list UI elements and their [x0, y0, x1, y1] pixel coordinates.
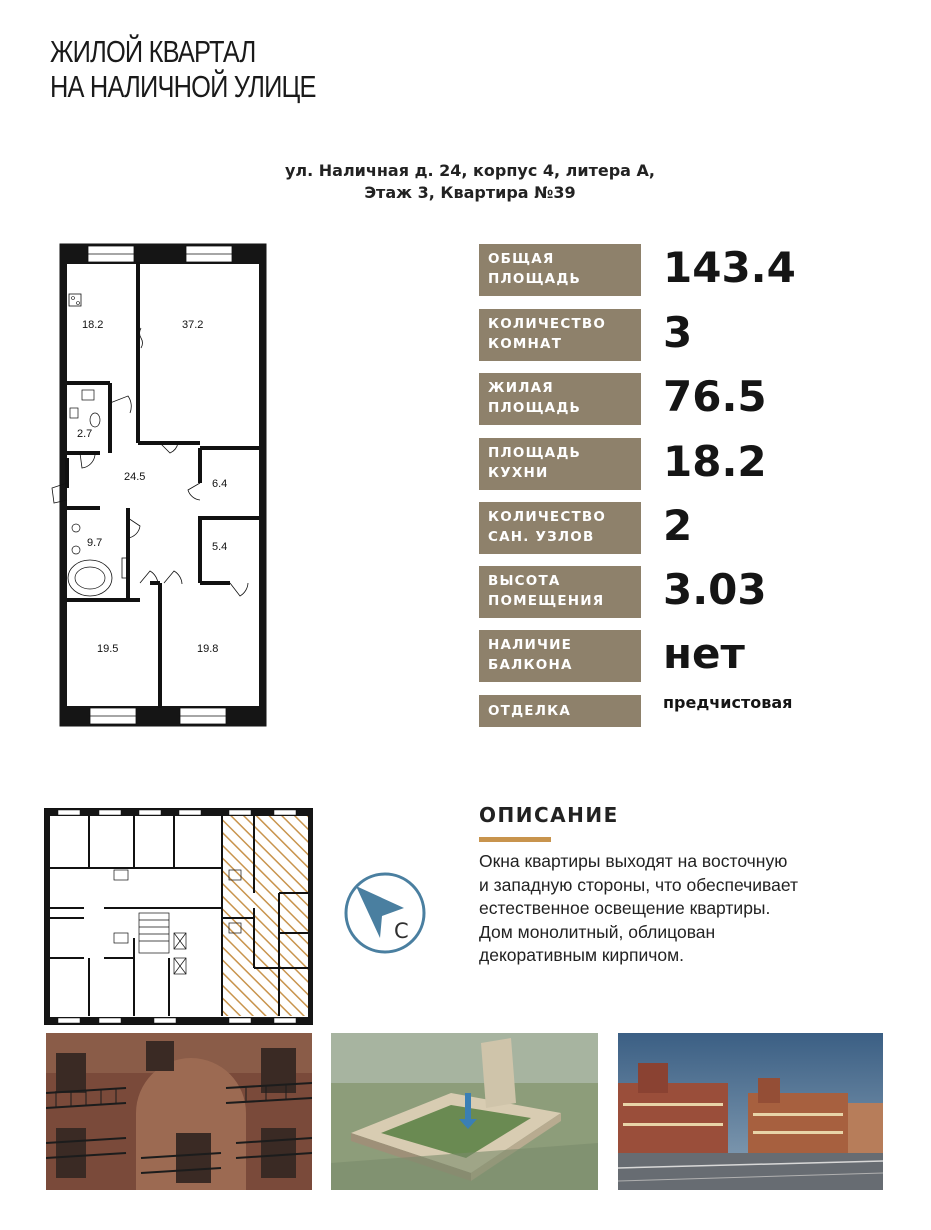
photo-facade-balconies [46, 1033, 312, 1190]
room-area-label: 9.7 [87, 537, 103, 549]
photo-aerial-complex [331, 1033, 598, 1190]
room-area-label: 19.5 [97, 643, 119, 655]
address-line-1: ул. Наличная д. 24, корпус 4, литера А, [284, 161, 656, 180]
room-area-label: 18.2 [82, 319, 104, 331]
apartment-plan [40, 238, 280, 732]
title-line-1: ЖИЛОЙ КВАРТАЛ [50, 34, 256, 69]
address-line-2: Этаж 3, Квартира №39 [364, 183, 576, 202]
stat-label: НАЛИЧИЕ БАЛКОНА [479, 630, 641, 682]
page-title [50, 34, 316, 104]
stat-value: нет [663, 629, 745, 678]
stat-label: ОТДЕЛКА [479, 695, 641, 727]
room-area-label: 24.5 [124, 471, 146, 483]
room-area-label: 19.8 [197, 643, 219, 655]
apartment-plan-drawing [40, 238, 280, 728]
stat-value: 2 [663, 501, 693, 550]
stat-label: ВЫСОТА ПОМЕЩЕНИЯ [479, 566, 641, 618]
floor-plan-drawing [44, 808, 314, 1026]
stat-label: ПЛОЩАДЬ КУХНИ [479, 438, 641, 490]
stat-value: 3 [663, 308, 693, 357]
stat-label: ЖИЛАЯ ПЛОЩАДЬ [479, 373, 641, 425]
address [200, 160, 740, 204]
stat-value: предчистовая [663, 693, 793, 712]
description-heading: ОПИСАНИЕ [479, 803, 619, 827]
stat-value: 3.03 [663, 565, 767, 614]
north-arrow-icon [342, 870, 428, 956]
floor-plan [44, 808, 314, 1030]
stat-label: КОЛИЧЕСТВО КОМНАТ [479, 309, 641, 361]
description-line: декоративным кирпичом. [479, 945, 684, 965]
stat-value: 143.4 [663, 243, 796, 292]
description-accent-bar [479, 837, 551, 842]
photo-street-view [618, 1033, 883, 1190]
compass [342, 870, 428, 960]
description-text [479, 850, 899, 968]
room-area-label: 2.7 [77, 428, 93, 440]
room-area-label: 6.4 [212, 478, 228, 490]
description-line: Окна квартиры выходят на восточную [479, 851, 788, 871]
title-line-2: НА НАЛИЧНОЙ УЛИЦЕ [50, 69, 316, 104]
description-line: и западную стороны, что обеспечивает [479, 874, 799, 895]
stat-value: 18.2 [663, 437, 767, 486]
room-area-label: 37.2 [182, 319, 204, 331]
compass-letter: С [394, 919, 409, 943]
description-line: Дом монолитный, облицован [479, 921, 716, 942]
stat-label: ОБЩАЯ ПЛОЩАДЬ [479, 244, 641, 296]
stat-label: КОЛИЧЕСТВО САН. УЗЛОВ [479, 502, 641, 554]
stat-value: 76.5 [663, 372, 767, 421]
room-area-label: 5.4 [212, 541, 228, 553]
description-line: естественное освещение квартиры. [479, 898, 771, 918]
